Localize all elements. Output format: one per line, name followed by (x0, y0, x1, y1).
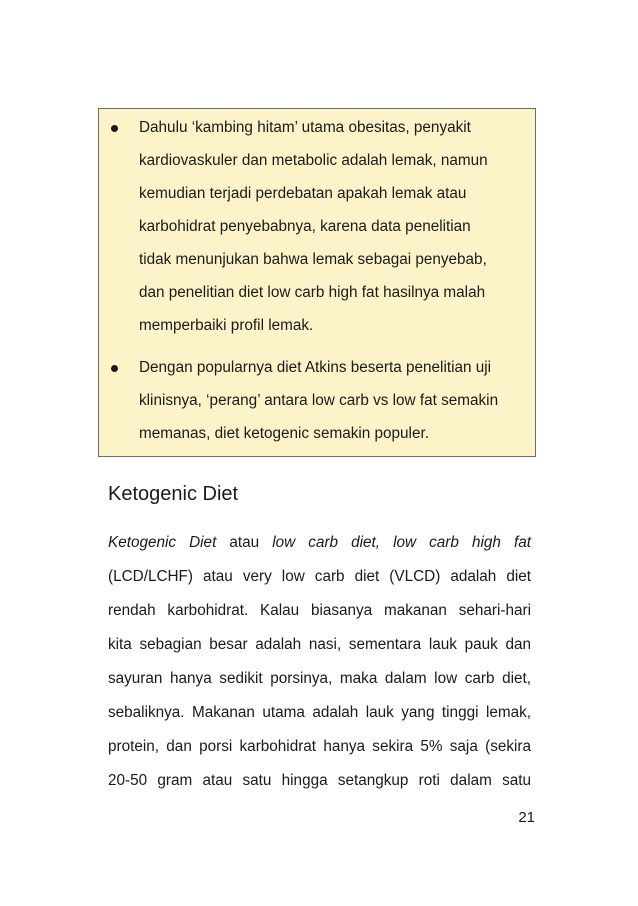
bullet-line: kemudian terjadi perdebatan apakah lemak atau (139, 185, 467, 202)
term-low-carb-high-fat: low carb high fat (393, 534, 531, 551)
body-line: 20-50 gram atau satu hingga setangkup roti dalam satu (108, 772, 531, 789)
bullet-dot (111, 365, 118, 372)
section-heading: Ketogenic Diet (108, 483, 239, 505)
bullet-line: kardiovaskuler dan metabolic adalah lemak, namun (139, 152, 488, 169)
bullet-line: karbohidrat penyebabnya, karena data penelitian (139, 218, 471, 235)
bullet-line: tidak menunjukan bahwa lemak sebagai penyebab, (139, 251, 487, 268)
bullet-line: memanas, diet ketogenic semakin populer. (139, 425, 429, 442)
body-line: sayuran hanya sedikit porsinya, maka dalam low carb diet, (108, 670, 531, 687)
body-line: kita sebagian besar adalah nasi, sementara lauk pauk dan (108, 636, 531, 653)
page-number: 21 (518, 809, 535, 826)
body-line: rendah karbohidrat. Kalau biasanya makanan sehari-hari (108, 602, 531, 619)
bullet-line: klinisnya, ‘perang’ antara low carb vs low fat semakin (139, 392, 499, 409)
callout-box (98, 108, 536, 457)
bullet-line: dan penelitian diet low carb high fat hasilnya malah (139, 284, 486, 301)
bullet-line: memperbaiki profil lemak. (139, 317, 314, 334)
bullet-dot (111, 125, 118, 132)
bullet-line: Dahulu ‘kambing hitam’ utama obesitas, penyakit (139, 119, 471, 136)
body-line: (LCD/LCHF) atau very low carb diet (VLCD) adalah diet (108, 568, 531, 585)
body-line: protein, dan porsi karbohidrat hanya sekira 5% saja (sekira (108, 738, 531, 755)
body-line: sebaliknya. Makanan utama adalah lauk yang tinggi lemak, (108, 704, 531, 721)
term-ketogenic-diet: Ketogenic Diet (108, 534, 217, 551)
body-line (108, 533, 531, 553)
term-low-carb-diet: low carb diet, (272, 534, 381, 551)
bullet-line: Dengan popularnya diet Atkins beserta penelitian uji (139, 359, 492, 376)
word-atau: atau (229, 534, 260, 551)
